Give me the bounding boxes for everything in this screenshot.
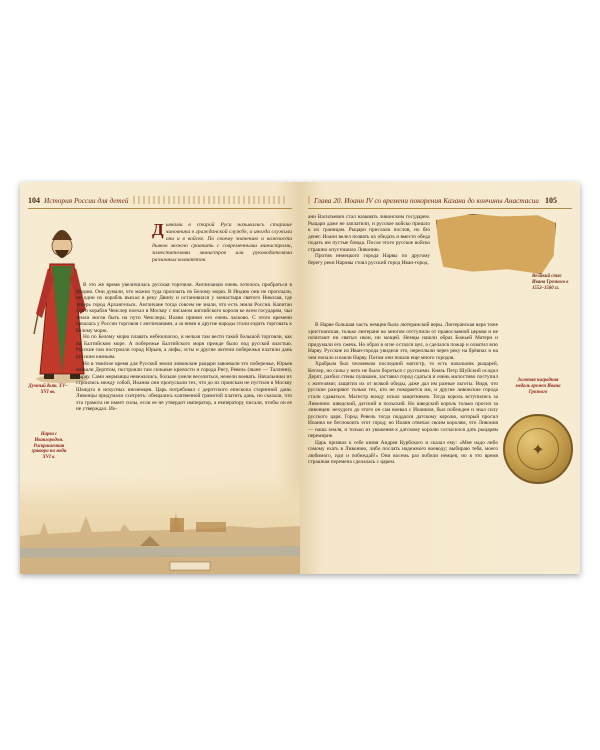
running-head: Глава 20. Иоанн IV со времени покорения Казани до кончины Анастасии — [314, 195, 539, 205]
header-ornament — [133, 196, 288, 204]
lead-text: ьяками в старой Руси назывались старшие чиновники в гражданской службе, а иногда служили они и в войске. По своему значению и важности дьяков можно сравнить с современными министрами, заместителями министров или руководителями различных комитетов. — [152, 222, 292, 263]
left-page — [20, 182, 300, 574]
book-spread — [20, 182, 580, 574]
medal-emblem-icon: ✦ — [531, 442, 545, 459]
right-column-text — [308, 214, 430, 266]
left-body-text — [76, 282, 292, 413]
page-number: 105 — [544, 195, 557, 205]
right-header — [308, 192, 572, 209]
gold-medal-illustration — [503, 414, 573, 484]
drop-cap: Д — [152, 220, 164, 239]
banner-map-illustration — [436, 214, 556, 274]
banner-caption: Великий стяг Ивана Грозного в 1552–1560 гг. — [532, 274, 569, 291]
paragraph: В это же время увеличилась русская торговля. Англичанам очень хотелось пробраться в Индию. Они думали, что можно туда проплыть по Белому морю. В Индию они не проплыли, но один их корабль въехал в реку Двину и остановился у монастыря святого Николая, где теперь город Архангельск. Англичане тогда совсем не знали, что есть земля Россия. Капитан этого корабля Ченслер поехал в Москву с письмом английского короля ко всем государям, чьи земли могли быть на пути Ченслера; Иоанн принял его очень ласково. С этого времени началась у России торговля с англичанами, а за ними и другие народы стали ездить торговать к Белому морю. — [76, 282, 292, 334]
paragraph: Но в тяжёлое время для Русской земли ливонские рыцари завоевали это побережье, Юрьев назвали Дерптом, построили там сильные крепости и города Ригу, Ревель (ныне — Таллинн), Нарву. Сами жерманцы невежились, больше умели веселиться, нежели воевать. Начальники их строились между собой, Иоанна они пропускали тех, что до их пронскам не пустили в Москву Шмидта и искусных иноземцев. Царь потребовал с дерптского епископа старинной дани. Ливонцы придумали схитрить: обещались клятвенной грамотой платить дань, но сказали, что эта грамота не имеет силы, если ее не утвердит император, а императору писали, чтобы он ее не утверждал. Ио- — [76, 360, 292, 413]
paragraph: Храбрым был человеком последний магистр, то есть начальник рыцарей, Кетлер, но силы у него не было бороться с русскими. Князь Петр Шуйский осадил Дерпт, разбил стены пушками, заставил город сдаться и очень милостиво поступил с жителями; защитил их от всякой обиды, даже дал им разные льготы. Видя, что русские разоряют только тех, кто не покоряется им, и другие ливонские города стали сдаваться. Магистр всюду искал защитников. Тогда король вступились за Ливонию: шведский, датский и польский. Но шведский король только просил за ливонцев: нехудого до этого он сам воевал с Иоанном, был побежден и знал силу русского царя. Город Ревель тогда поддался датскому королю, который просил Иоанна не беспокоить этот город; но Иоанн отвечал своим королям, что Ливония — наша земля, и только из уважения к датскому королю согласился дать рыцарям перемирие. — [308, 361, 498, 440]
paragraph: Против немецкого города Нарвы по другому берегу реки Наровы стоял русский город Иван-город. — [308, 253, 430, 266]
page-number: 104 — [28, 195, 40, 205]
paragraph: анн Васильевич стал называть ливонским государем. Рыцари даже не заплатили, и русское войско пришло к их границам. Рыцари прислали послов, но без денег. Иоанн велел позвать их обедать и вместо обеда подать им пустые блюда. После этого русское войско страшно опустошило Ливонию. — [308, 214, 430, 253]
paragraph: В Нарве большая часть немцев была лютеранской веры. Лютеранская вера тоже христианская, только лютеране во многом отступили от православной церкви и не почитают ни святых икон, ни мощей. Немцы нашли образ Божьей Матери и придумали его сжечь. Но образ в огне остался цел, а сделался пожар и охватил всю Нарву. Русские из Иван-города увидели это, переплыли через реку на брёвнах и на чем попало и взяли Нарву. Потом они пошли еще много городов. — [308, 322, 498, 361]
dyak-lead-paragraph — [152, 222, 292, 263]
paragraph: Царь призвал к себе князя Андрея Курбского и сказал ему: «Мне надо либо самому ехать в Ливонию, либо послать надежного воеводу; выбираю тебя, моего любимого, иди и побеждай!» Они восемь раз побили немцев, но в это время страшная перемена сделалась с царем. — [308, 439, 498, 466]
paragraph: Но по Белому морю плавать небезопасно, и нельзя там вести такой большой торговли, как на Балтийском море. А побережье Балтийского моря прежде было под русской властью. Русские там построили город Юрьев, а лифы, эсты и другие жители побережья платили дань русским князьям. — [76, 334, 292, 361]
left-header — [28, 192, 292, 209]
header-ornament — [308, 196, 312, 204]
narva-cityscape — [20, 476, 300, 574]
right-page — [300, 182, 580, 574]
medal-caption: Золотая наградная медаль времен Ивана Грозного — [515, 378, 561, 395]
dyak-caption: Думный дьяк. XV–XVI вв. — [28, 384, 68, 395]
narva-caption: Нарва с Ивангородом. Раскрашенная гравюра на меди XVI в. — [31, 432, 67, 461]
right-body-text — [308, 322, 498, 466]
narva-engraving-background — [20, 476, 300, 574]
running-head: История России для детей — [44, 195, 129, 205]
